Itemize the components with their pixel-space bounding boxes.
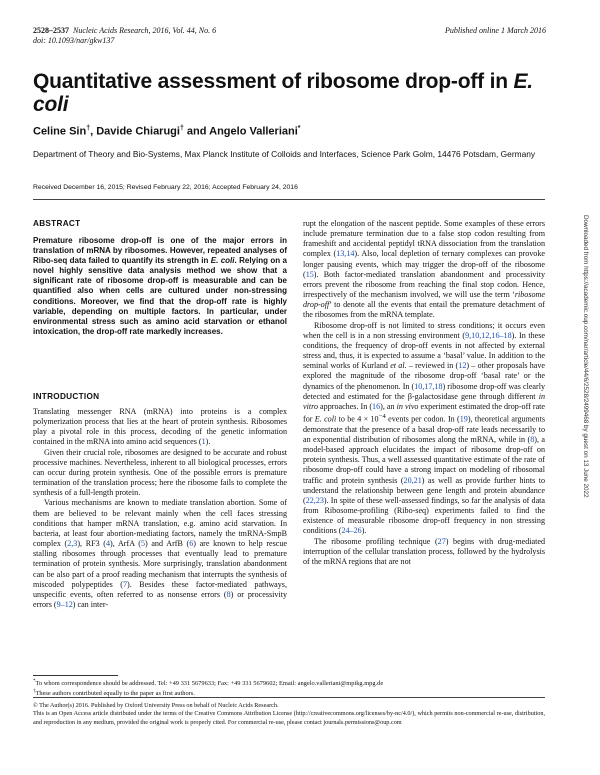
text-run: ) are known to help rescue stalling ribosomes through processes that eventually lead to premature termination of protein synthesis. More surprisingly, translation abandonment can be also part of a proof reading mechanism that interrupts the synthesis of miscoded polypeptides ( [33,539,287,589]
journal-citation: Nucleic Acids Research, 2016, Vol. 44, No. 6 [73,26,217,35]
reference-link[interactable]: 27 [437,536,446,546]
text-run: ). [205,437,211,447]
abstract-organism: E. coli [210,256,235,266]
reference-link[interactable]: 6 [189,539,194,549]
text-run: ) or processivity errors ( [33,589,287,609]
footnote-mark: * [33,679,36,684]
text-run: ) can inter- [72,599,109,609]
text-run: The ribosome profiling technique ( [314,536,438,546]
author-list [33,125,301,138]
download-sidebar [578,215,592,755]
abstract-text [33,236,287,337]
reference-link[interactable]: 16 [372,401,381,411]
reference-link[interactable]: 2,3 [67,539,78,549]
text-run: ). In spite of these well-assessed findings, so far the analysis of data from Ribosome-profiling (Ribo-seq) experiments failed to find the existence of measurable ribosome drop-off frequency in non stressing conditions ( [303,495,545,536]
copyright-divider [33,697,545,698]
header-divider [33,199,545,200]
author-name: Celine Sin [33,125,87,138]
text-run: to be 4 × 10 [336,414,379,424]
page-range: 2528–2537 [33,26,69,35]
footnote-divider [33,675,118,676]
text-run: ). Both factor-mediated translation abandonment and processivity errors prevent the ribosome from reaching the final stop codon. Hence, irrespectively of the mechanism involved, we will use the term ‘ [303,269,545,300]
text-run: Translating messenger RNA (mRNA) into proteins is a complex polymerization process that lies at the heart of protein synthesis. Ribosomes play a pivotal role in this process, decoding of the genetic information contained in the mRNA into amino acid sequences ( [33,407,287,447]
author-mark: † [179,125,184,132]
copyright-notice [33,702,545,727]
text-run: experiment estimated the drop-off rate for [303,401,546,424]
author-separator: and [183,125,210,138]
author-mark: † [86,125,91,132]
author-mark: * [297,125,301,132]
reference-link[interactable]: 13,14 [336,249,355,259]
reference-link[interactable]: 1 [201,437,206,447]
italic-term: E. coli [314,414,337,424]
exponent: −4 [378,412,386,420]
text-run: ) begins with drug-mediated interruption of the cellular translation process, followed by the hydrolysis of the mRNA regions that are not [303,536,546,566]
reference-link[interactable]: 15 [305,269,314,279]
text-run: ), RF3 ( [77,539,106,549]
reference-link[interactable]: 4 [106,539,111,549]
reference-link[interactable]: 19 [459,414,468,424]
text-run: Ribosome drop-off is not limited to stress conditions; it occurs even when the cell is in a non stressing environment ( [303,320,545,340]
footnote-text: These authors contributed equally to the paper as first authors. [35,690,195,698]
footnote-text: To whom correspondence should be addressed. Tel: +49 331 5679633; Fax: +49 331 5679602; Email: angelo.valleriani@mpikg.mpg.de [35,680,384,688]
text-run: events per codon. In ( [385,414,460,424]
text-run: rupt the elongation of the nascent peptide. Some examples of these errors include premature termination due to a false stop codon resulting from frameshift and accidental peptidyl tRNA dissociation from the translation complex ( [303,219,545,259]
published-online: Published online 1 March 2016 [444,26,546,35]
italic-term: in vivo [396,401,419,411]
reference-link[interactable]: 12 [458,361,467,371]
text-run: ), a model-based approach elucidates the impact of ribosome drop-off on protein synthesis. Thus, a well assessed quantitative estimate of the rate of ribosome drop-off could have a strong impact on modeling of ribosomal traffic and protein synthesis ( [303,434,545,485]
text-run: ’ to denote all the events that entail the premature detachment of the ribosomes from the mRNA template. [303,300,545,320]
copyright-line: © The Author(s) 2016. Published by Oxford University Press on behalf of Nucleic Acids Research. [33,702,279,709]
reference-link[interactable]: 20,21 [403,475,422,485]
received-dates: Received December 16, 2015; Revised February 22, 2016; Accepted February 24, 2016 [33,184,298,191]
paragraph [33,407,287,448]
paragraph [33,498,287,610]
italic-term: et al. [390,361,407,371]
paragraph [303,537,545,567]
abstract-part: Premature ribosome drop-off is one of the major errors in translation of mRNA by ribosomes. However, repeated analyses of Ribo-seq data failed to quantify its strength in [33,236,287,266]
abstract-heading: ABSTRACT [33,219,81,228]
text-run: ), theoretical arguments demonstrate that the presence of a basal drop-off rate leads necessarily to an exponential distribution of ribosomes along the mRNA, while in ( [303,414,545,444]
paper-title [33,70,533,116]
text-run: ) ribosome drop-off was clearly detected and estimated for the β-galactosidase gene through different [303,381,545,401]
reference-link[interactable]: 24–26 [341,526,362,536]
text-run: ) – other proposals have explored the magnitude of the ribosome drop-off ‘basal rate’ or the dynamics of the phenomenon. In ( [303,361,545,391]
text-run: ). Besides these factor-mediated pathways, unspecific events, often referred to as nonsense errors ( [33,579,287,599]
affiliation: Department of Theory and Bio-Systems, Max Planck Institute of Colloids and Interfaces, Science Park Golm, 14476 Potsdam, Germany [33,149,536,159]
author-separator: , [90,125,97,138]
introduction-heading: INTRODUCTION [33,392,100,401]
text-run: – reviewed in ( [406,361,459,371]
reference-link[interactable]: 10,17,18 [414,381,443,391]
paragraph [303,219,545,321]
reference-link[interactable]: 8 [530,434,535,444]
text-run: ). [361,526,367,536]
text-run: ). In these conditions, the frequency of drop-off events in not affected by external stress and, thus, it is expected to assume a ‘basal’ value. In addition to the seminal works of Kurland [303,330,546,371]
reference-link[interactable]: 8 [226,589,231,599]
italic-term: in vitro [303,391,545,411]
paragraph: Given their crucial role, ribosomes are designed to be accurate and robust processive machines. Nevertheless, inherent to all biological processes, errors can occur during protein synthesis. One of the possible errors is premature termination of the translation process; here the ribosome fails to complete the synthesis of a full-length protein. [33,447,287,498]
footnotes [33,678,545,698]
text-run: Various mechanisms are known to mediate translation abortion. Some of them are believed to be relevant mainly when the cell faces stressing conditions that hamper mRNA translation, e.g. amino acid starvation. In bacteria, at least four abortion-mediating factors, namely the tmRNA-SmpB complex ( [33,498,287,549]
paragraph [303,321,545,537]
reference-link[interactable]: 9,10,12,16–18 [465,330,512,340]
right-column-body [303,219,545,567]
text-run: ), ArfA ( [110,539,141,549]
reference-link[interactable]: 5 [140,539,145,549]
reference-link[interactable]: 22,23 [305,495,324,505]
correspondence-footnote [33,678,545,688]
left-column-body [33,407,287,610]
download-note: Downloaded from https://academic.oup.com/nar/article/44/6/2528/2499468 by guest on 13 June 2022 [582,215,589,498]
title-main: Quantitative assessment of ribosome drop-off in [33,70,514,93]
abstract-part: . Relying on a novel highly sensitive data analysis method we show that a significant rate of ribosome drop-off is measurable and can be quantified also when cells are cultured under non-stressing conditions. Moreover, we find that the drop-off rate is highly variable, depending on multiple factors. In particular, under environmental stress such as amino acid starvation or ethanol intoxication, the drop-off rate markedly increases. [33,256,287,336]
reference-link[interactable]: 7 [122,579,128,589]
reference-link[interactable]: 9–12 [56,599,73,609]
author-name: Angelo Valleriani [209,125,298,138]
text-run: ) as well as provide further hints to understand the relationship between gene length and protein abundance ( [303,475,546,505]
text-run: ) and ArfB ( [145,539,190,549]
doi[interactable]: doi: 10.1093/nar/gkw137 [33,36,115,45]
text-run: approaches. In ( [318,401,373,411]
italic-term: ribosome drop-off [303,290,545,310]
title-organism: E. coli [33,70,533,116]
running-header-left [33,26,216,46]
license-text: This is an Open Access article distributed under the terms of the Creative Commons Attribution License (http://creativecommons.org/licenses/by-nc/4.0/), which permits non-commercial re-use, distribution, and reproduction in any medium, provided the original work is properly cited. For commercial re-use, please contact journals.permissions@oup.com [33,710,545,726]
text-run: ), an [380,401,397,411]
author-name: Davide Chiarugi [96,125,180,138]
footnote-mark: † [33,689,36,695]
text-run: ). Also, local depletion of ternary complexes can provoke longer pausing events, which may trigger the drop-off of the ribosome ( [303,249,545,279]
